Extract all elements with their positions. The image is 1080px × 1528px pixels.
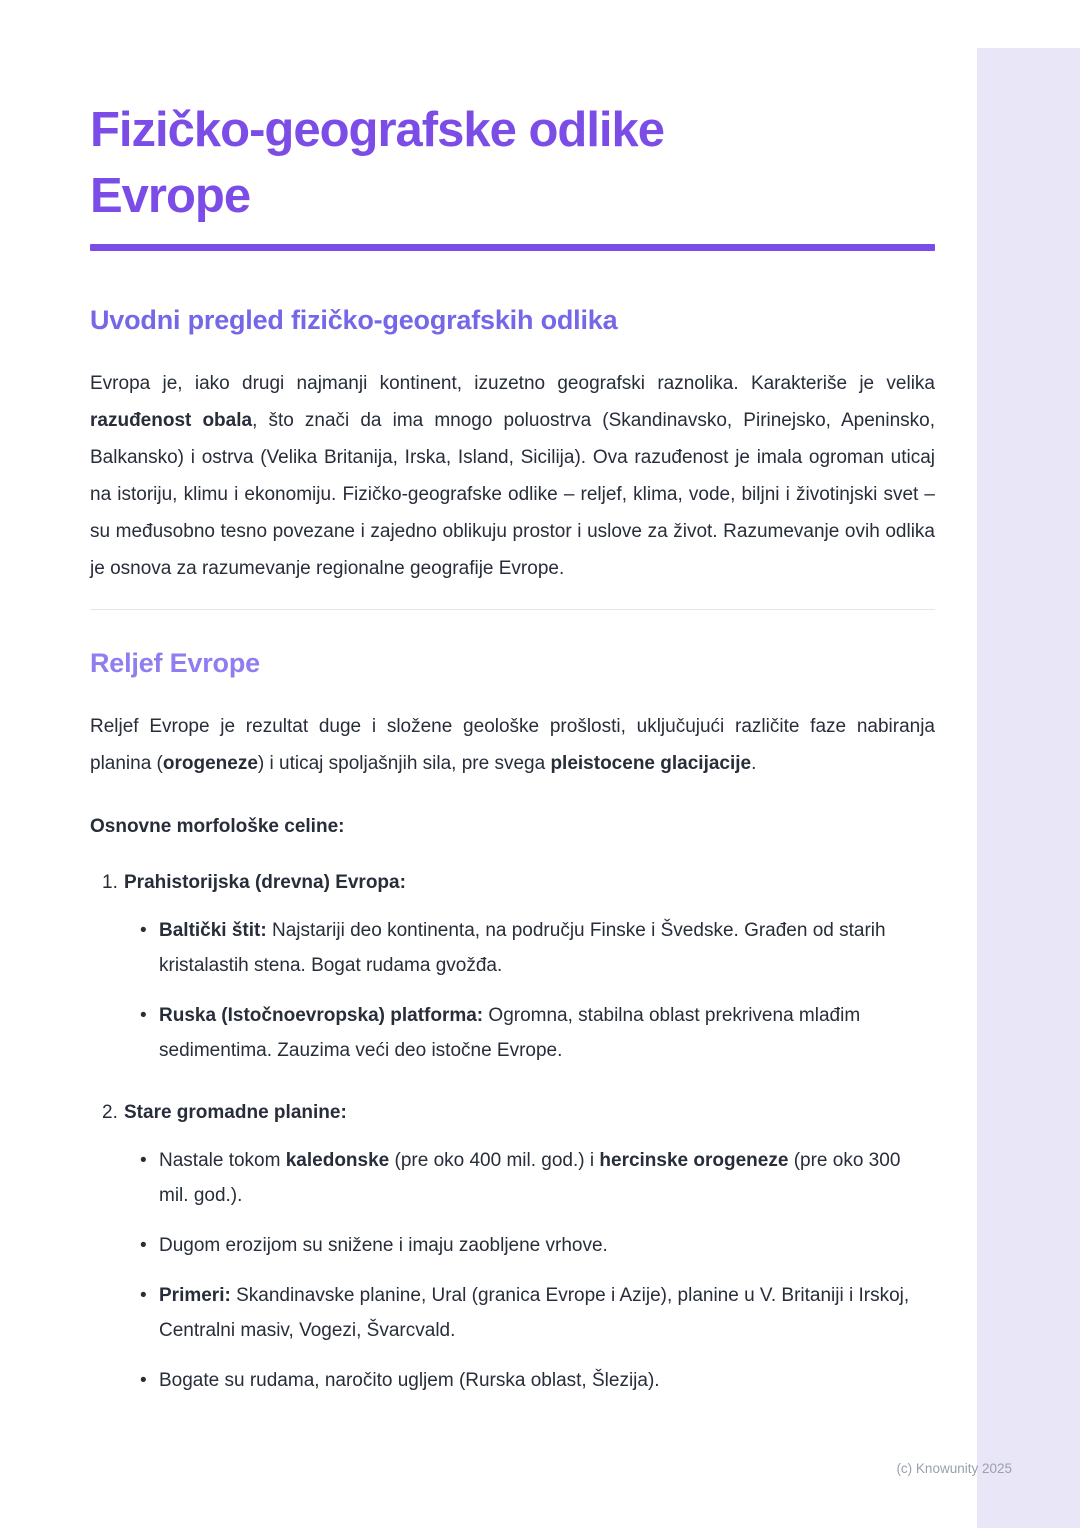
bullet-icon: • [140,1370,147,1391]
bullet-icon: • [140,1150,147,1171]
section-intro [90,305,935,587]
bullet-text-ores: Bogate su rudama, naročito ugljem (Rurska oblast, Šlezija). [159,1370,660,1391]
numbered-item-2-number: 2. [102,1102,118,1123]
section-relief [90,648,935,1398]
bullet-text-examples: Primeri: Skandinavske planine, Ural (granica Evrope i Azije), planine u V. Britaniji i Irskoj, Centralni masiv, Vogezi, Švarcvald. [159,1285,910,1341]
intro-paragraph: Evropa je, iako drugi najmanji kontinent, izuzetno geografski raznolika. Karakteriše je velika razuđenost obala, što znači da ima mnogo poluostrva (Skandinavsko, Pirinejsko, Apeninsko, Balkansko) i ostrva (Velika Britanija, Irska, Island, Sicilija). Ova razuđenost je imala ogroman uticaj na istoriju, klimu i ekonomiju. Fizičko-geografske odlike – reljef, klima, vode, biljni i životinjski svet – su međusobno tesno povezane i zajedno oblikuju prostor i uslove za život. Razumevanje ovih odlika je osnova za razumevanje regionalne geografije Evrope. [90,373,936,579]
relief-paragraph: Reljef Evrope je rezultat duge i složene geološke prošlosti, uključujući različite faze nabiranja planina (orogeneze) i uticaj spoljašnjih sila, pre svega pleistocene glacijacije. [90,716,935,774]
bullet-icon: • [140,1005,147,1026]
numbered-item-2-title: Stare gromadne planine: [124,1102,347,1123]
list-item [90,913,935,983]
numbered-item-1-row [90,868,935,898]
side-stripe [977,48,1080,1528]
section-heading-intro: Uvodni pregled fizičko-geografskih odlika [90,305,618,335]
copyright: (c) Knowunity 2025 [896,1461,1012,1476]
bullet-text-orogeny: Nastale tokom kaledonske (pre oko 400 mil. god.) i hercinske orogeneze (pre oko 300 mil. god.). [159,1150,901,1206]
numbered-item-1-number: 1. [102,872,118,893]
numbered-item-1 [90,868,935,1068]
list-item [90,1228,935,1263]
list-item [90,1363,935,1398]
bullet-text-russian-platform: Ruska (Istočnoevropska) platforma: Ogromna, stabilna oblast prekrivena mlađim sedimentima. Zauzima veći deo istočne Evrope. [159,1005,861,1061]
list-item [90,1143,935,1213]
bullet-icon: • [140,1235,147,1256]
page-title-line-1: Fizičko-geografske odlike [90,103,665,157]
list-item [90,1278,935,1348]
title-underline [90,244,935,251]
bullet-icon: • [140,920,147,941]
bullet-icon: • [140,1285,147,1306]
numbered-item-2-row [90,1098,935,1128]
page-title-line-2: Evrope [90,169,251,223]
relief-subheading: Osnovne morfološke celine: [90,816,345,837]
bullet-text-baltic-shield: Baltički štit: Najstariji deo kontinenta, na području Finske i Švedske. Građen od starih kristalastih stena. Bogat rudama gvožđa. [159,920,886,976]
numbered-item-1-title: Prahistorijska (drevna) Evropa: [124,872,406,893]
list-item [90,998,935,1068]
page-title [90,97,935,229]
morphology-list [90,868,935,1398]
section-heading-relief: Reljef Evrope [90,648,260,678]
document-content [90,0,935,1398]
section-divider [90,609,935,610]
bullet-text-erosion: Dugom erozijom su snižene i imaju zaobljene vrhove. [159,1235,608,1256]
numbered-item-2 [90,1098,935,1398]
